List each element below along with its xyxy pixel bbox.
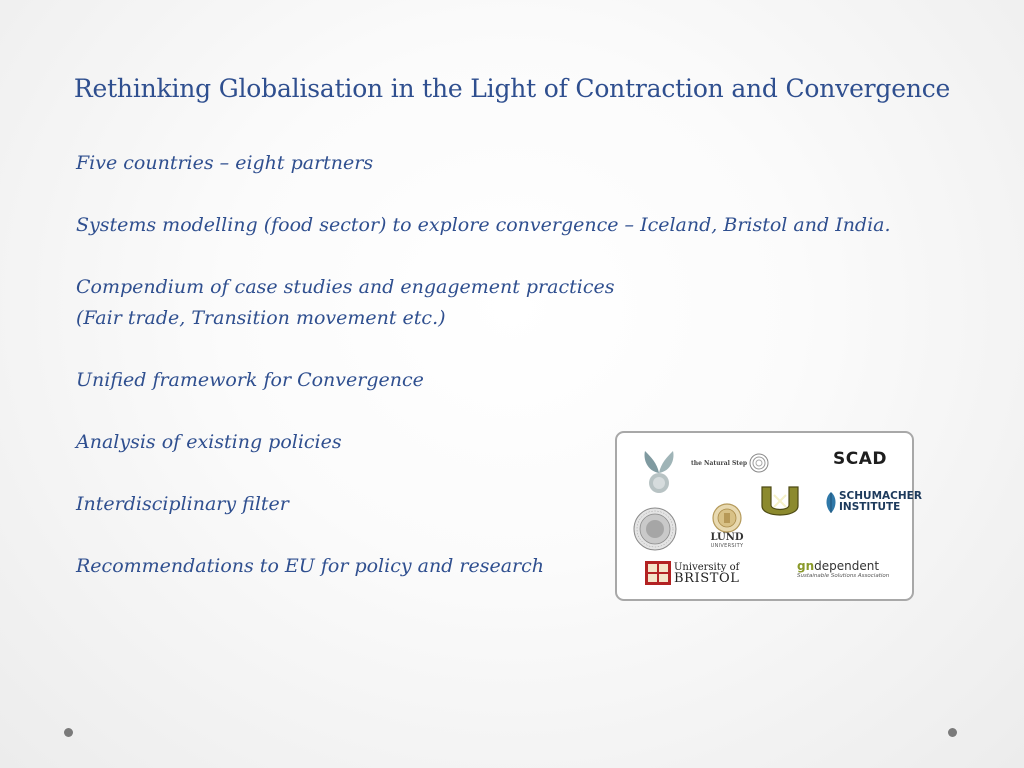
schumacher-institute-logo: [823, 491, 922, 515]
bullet-unified-framework: Unified framework for Convergence: [76, 369, 424, 391]
natural-step-logo: [691, 453, 769, 473]
lund-name: LUND: [710, 532, 744, 543]
gn-name: dependent: [814, 559, 880, 573]
schumacher-text: [839, 491, 922, 513]
spiral-icon: [749, 453, 769, 473]
gn-prefix: gn: [797, 559, 815, 573]
schumacher-line2: INSTITUTE: [839, 501, 901, 513]
bullet-spacer: [76, 179, 976, 210]
schumacher-line1: SCHUMACHER: [839, 490, 922, 502]
nav-dot-left: [64, 728, 73, 737]
bullet-interdisciplinary: Interdisciplinary filter: [76, 493, 289, 515]
lund-seal-icon: [711, 503, 743, 533]
leaf-icon: [823, 491, 839, 515]
partner-logos-card: [615, 431, 922, 601]
gn-dependent-subtitle: Sustainable Solutions Association: [797, 573, 890, 579]
nav-dot-right: [948, 728, 957, 737]
bullet-compendium-detail: (Fair trade, Transition movement etc.): [76, 307, 446, 329]
lund-sub: UNIVERSITY: [710, 543, 744, 549]
lund-university-logo: [707, 503, 747, 549]
leaf-emblem-logo: [641, 449, 677, 499]
gn-dependent-name: [797, 559, 889, 573]
university-of-bristol-logo: [645, 561, 740, 585]
u-emblem-icon: [759, 485, 801, 517]
slide-title: Rethinking Globalisation in the Light of Contraction and Convergence: [73, 74, 951, 103]
bullet-compendium: Compendium of case studies and engagement practices: [76, 276, 615, 298]
bullet-spacer: [76, 396, 976, 427]
bristol-line2: BRISTOL: [674, 571, 740, 586]
leaf-emblem-icon: [641, 449, 677, 495]
bristol-crest-icon: [645, 561, 671, 585]
bullet-policy-analysis: Analysis of existing policies: [76, 431, 342, 453]
scad-logo: SCAD: [833, 449, 887, 469]
bullet-spacer: [76, 241, 976, 272]
university-seal-logo: [633, 507, 677, 555]
bullet-spacer: [76, 334, 976, 365]
bullet-partners: Five countries – eight partners: [76, 152, 374, 174]
u-emblem-logo: [759, 485, 801, 521]
seal-icon: [633, 507, 677, 551]
bullet-recommendations: Recommendations to EU for policy and research: [76, 555, 544, 577]
natural-step-label: the Natural Step: [691, 459, 748, 467]
bristol-text: [674, 562, 740, 584]
bristol-line1: University of: [674, 562, 740, 573]
gn-dependent-logo: [797, 559, 889, 579]
bullet-systems-modelling: Systems modelling (food sector) to explore convergence – Iceland, Bristol and India.: [76, 214, 891, 236]
